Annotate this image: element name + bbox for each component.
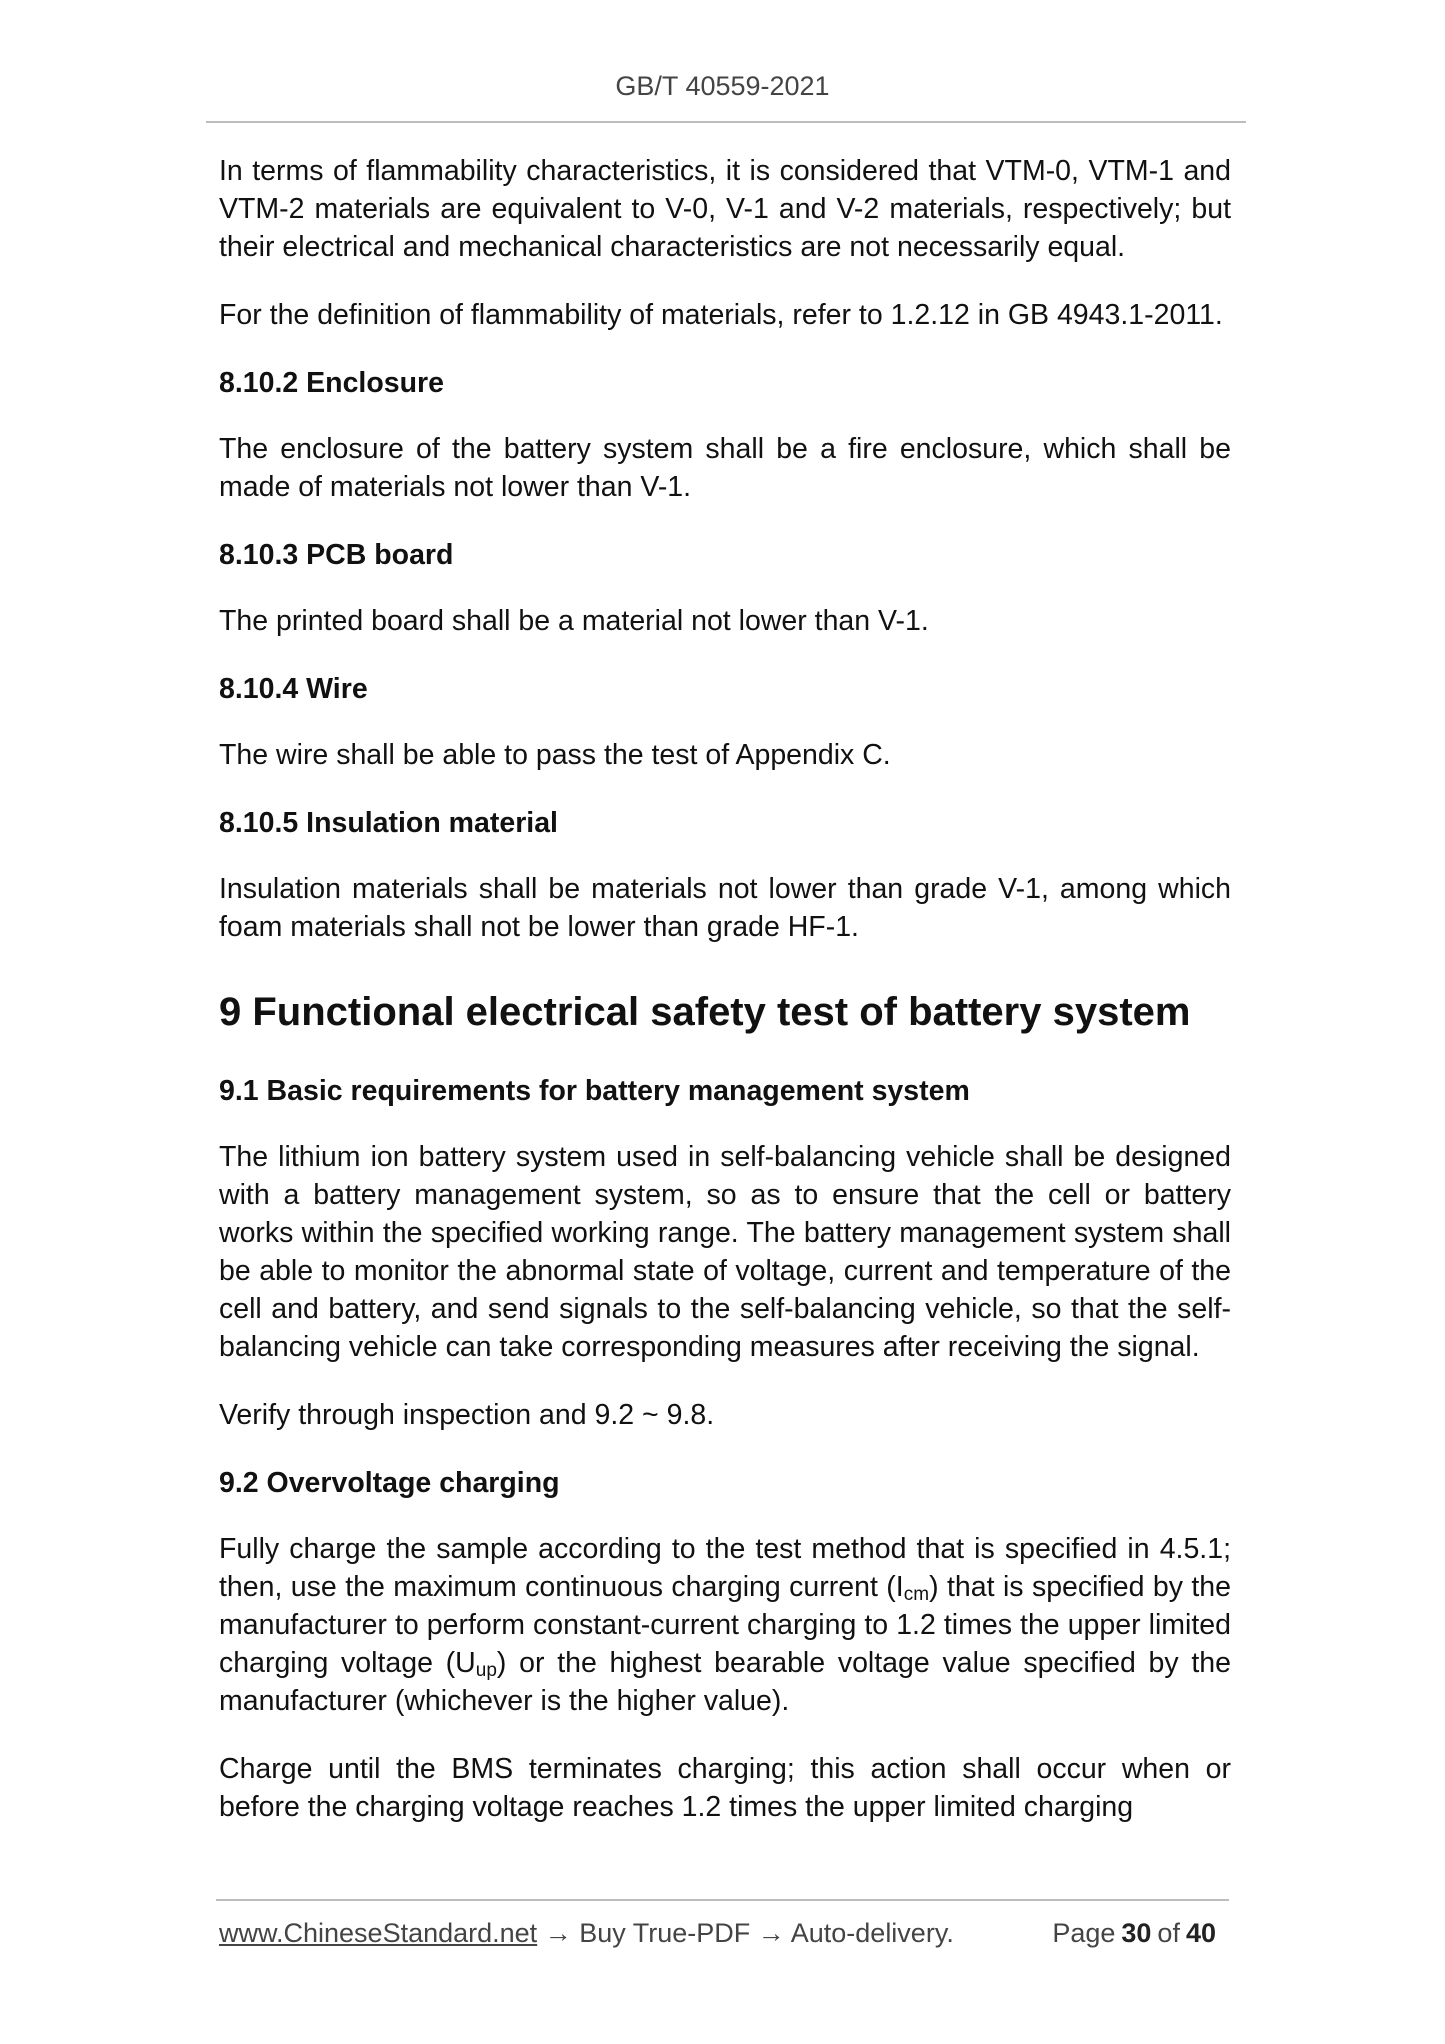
heading-section-9: 9 Functional electrical safety test of battery system — [219, 990, 1191, 1034]
subscript-cm: cm — [903, 1584, 930, 1605]
total-pages: 40 — [1185, 1918, 1216, 1948]
paragraph-pcb-board: The printed board shall be a material not lower than V-1. — [219, 605, 929, 637]
document-body — [219, 152, 1231, 1856]
current-page: 30 — [1121, 1918, 1152, 1948]
footer-site-link[interactable]: www.ChineseStandard.net — [219, 1918, 538, 1948]
of-label: of — [1157, 1918, 1180, 1948]
page-number — [1052, 1918, 1222, 1949]
paragraph-enclosure: The enclosure of the battery system shall be a fire enclosure, which shall be made of materials not lower than V-1. — [219, 433, 1231, 503]
paragraph-bms-terminate: Charge until the BMS terminates charging; this action shall occur when or before the charging voltage reaches 1.2 times the upper limited charging — [219, 1753, 1231, 1823]
page-header: GB/T 40559-2021 — [615, 71, 830, 101]
paragraph-flammability-definition: For the definition of flammability of materials, refer to 1.2.12 in GB 4943.1-2011. — [219, 299, 1223, 331]
paragraph-flammability-equivalence: In terms of flammability characteristics, it is considered that VTM-0, VTM-1 and VTM-2 materials are equivalent to V-0, V-1 and V-2 materials, respectively; but their electrical and mechanical characteristics are not necessarily equal. — [219, 155, 1231, 263]
text-segment: Fully charge the sample according to the test method that is specified in 4.5.1; then, use the maximum continuous charging current (I — [219, 1533, 1231, 1603]
heading-8-10-5: 8.10.5 Insulation material — [219, 807, 558, 839]
footer-tagline: → Buy True-PDF → Auto-delivery. — [537, 1918, 954, 1948]
text-segment: ) or the highest bearable voltage value specified by the manufacturer (whichever is the higher value). — [219, 1647, 1231, 1717]
page-label: Page — [1052, 1918, 1116, 1948]
heading-8-10-2: 8.10.2 Enclosure — [219, 367, 444, 399]
paragraph-verify: Verify through inspection and 9.2 ~ 9.8. — [219, 1399, 715, 1431]
paragraph-overvoltage-charging — [219, 1530, 1231, 1720]
footer-divider — [216, 1899, 1229, 1901]
subscript-up: up — [475, 1660, 497, 1681]
heading-9-2: 9.2 Overvoltage charging — [219, 1467, 560, 1499]
paragraph-wire: The wire shall be able to pass the test of Appendix C. — [219, 739, 891, 771]
text-segment: ) that is specified by the manufacturer to perform constant-current charging to 1.2 times the upper limited charging voltage (U — [219, 1571, 1231, 1679]
page-footer — [219, 1918, 1229, 1949]
header-divider — [206, 121, 1246, 123]
heading-9-1: 9.1 Basic requirements for battery management system — [219, 1075, 970, 1107]
paragraph-insulation: Insulation materials shall be materials not lower than grade V-1, among which foam materials shall not be lower than grade HF-1. — [219, 873, 1231, 943]
heading-8-10-3: 8.10.3 PCB board — [219, 539, 454, 571]
paragraph-bms-requirements: The lithium ion battery system used in self-balancing vehicle shall be designed with a battery management system, so as to ensure that the cell or battery works within the specified working range. The battery management system shall be able to monitor the abnormal state of voltage, current and temperature of the cell and battery, and send signals to the self-balancing vehicle, so that the self-balancing vehicle can take corresponding measures after receiving the signal. — [219, 1141, 1231, 1363]
heading-8-10-4: 8.10.4 Wire — [219, 673, 368, 705]
